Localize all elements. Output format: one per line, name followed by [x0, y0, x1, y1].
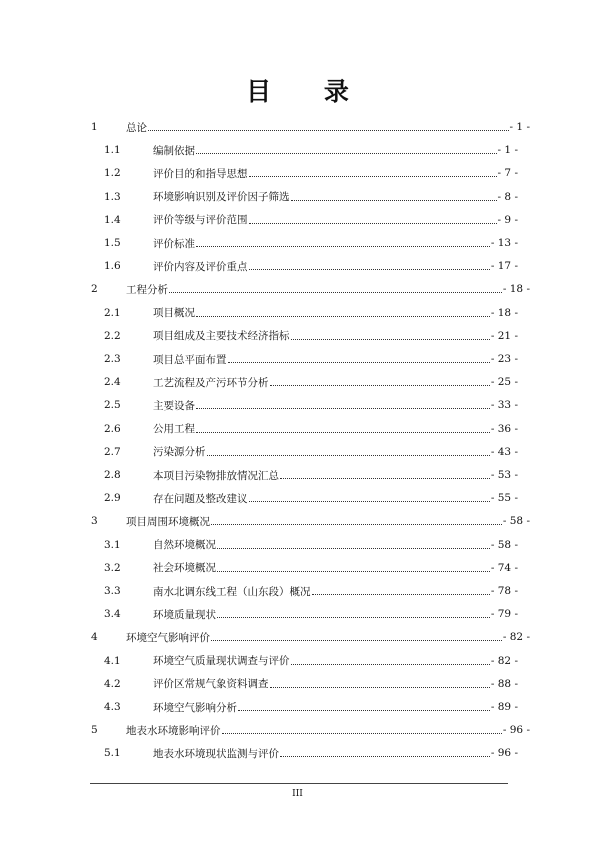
toc-entry-number: 2.8 [104, 469, 121, 481]
toc-entry-label: 存在问题及整改建议 [153, 492, 248, 505]
toc-dot-leader [196, 245, 490, 247]
toc-dot-leader [217, 547, 490, 549]
toc-entry-page: - 79 - [490, 608, 518, 621]
toc-dot-leader [249, 175, 497, 177]
toc-entry-label: 主要设备 [153, 399, 195, 412]
toc-entry-label: 评价目的和指导思想 [153, 167, 248, 180]
toc-entry-number: 4.2 [104, 677, 121, 690]
toc-section-entry[interactable] [104, 444, 518, 460]
toc-chapter-entry[interactable] [91, 513, 530, 529]
toc-entry-page: - 25 - [490, 376, 518, 389]
toc-dot-leader [148, 129, 509, 131]
toc-entry-number: 1.2 [104, 167, 121, 180]
toc-entry-number: 1.4 [104, 213, 121, 226]
page-title: 目 录 [246, 77, 371, 106]
toc-section-entry[interactable] [104, 653, 518, 669]
toc-entry-number: 2.9 [104, 492, 121, 505]
toc-entry-number: 2.6 [104, 422, 121, 435]
toc-dot-leader [291, 338, 490, 340]
toc-entry-number: 2.1 [104, 306, 121, 319]
toc-entry-page: - 58 - [490, 538, 518, 551]
toc-entry-page: - 88 - [490, 677, 518, 690]
toc-dot-leader [291, 199, 497, 201]
toc-dot-leader [222, 732, 502, 734]
toc-entry-label: 工程分析 [126, 283, 168, 296]
toc-entry-number: 3.1 [104, 538, 121, 551]
toc-entry-page: - 13 - [490, 237, 518, 249]
toc-entry-number: 1 [91, 121, 98, 133]
toc-entry-number: 4 [91, 631, 98, 644]
toc-entry-label: 本项目污染物排放情况汇总 [153, 469, 279, 482]
toc-entry-label: 环境空气影响分析 [153, 701, 237, 714]
toc-entry-label: 评价内容及评价重点 [153, 260, 248, 273]
toc-dot-leader [249, 222, 497, 224]
toc-section-entry[interactable] [104, 142, 518, 158]
toc-section-entry[interactable] [104, 374, 518, 390]
toc-entry-page: - 21 - [490, 329, 518, 342]
toc-entry-page: - 9 - [497, 213, 518, 226]
toc-dot-leader [270, 686, 490, 688]
toc-dot-leader [312, 593, 490, 595]
toc-section-entry[interactable] [104, 606, 518, 622]
toc-section-entry[interactable] [104, 583, 518, 599]
toc-entry-number: 3.2 [104, 561, 121, 574]
toc-entry-number: 5.1 [104, 747, 121, 760]
toc-chapter-entry[interactable] [91, 281, 530, 297]
toc-entry-page: - 8 - [497, 190, 518, 203]
toc-entry-page: - 89 - [490, 701, 518, 713]
toc-entry-page: - 78 - [490, 585, 518, 597]
toc-dot-leader [238, 709, 490, 711]
toc-entry-label: 项目总平面布置 [153, 353, 227, 366]
toc-entry-label: 环境空气影响评价 [126, 631, 210, 644]
toc-entry-label: 南水北调东线工程（山东段）概况 [153, 585, 311, 598]
toc-entry-label: 评价等级与评价范围 [153, 214, 248, 227]
toc-entry-number: 4.1 [104, 654, 121, 667]
toc-entry-number: 2.5 [104, 399, 121, 412]
toc-entry-number: 3 [91, 515, 98, 528]
toc-dot-leader [207, 454, 490, 456]
toc-entry-number: 2.4 [104, 376, 121, 389]
toc-dot-leader [217, 570, 490, 572]
toc-entry-label: 项目组成及主要技术经济指标 [153, 330, 290, 343]
toc-entry-page: - 7 - [497, 167, 518, 180]
toc-entry-number: 2 [91, 283, 98, 296]
toc-entry-page: - 33 - [490, 399, 518, 412]
toc-dot-leader [280, 477, 490, 479]
toc-dot-leader [196, 431, 490, 433]
toc-chapter-entry[interactable] [91, 722, 530, 738]
toc-entry-page: - 96 - [490, 747, 518, 760]
toc-entry-page: - 1 - [497, 144, 518, 157]
toc-section-entry[interactable] [104, 165, 518, 181]
toc-dot-leader [196, 152, 497, 154]
toc-entry-number: 2.3 [104, 353, 121, 365]
toc-dot-leader [249, 500, 490, 502]
footer-page-number: III [292, 789, 303, 799]
toc-entry-number: 3.4 [104, 608, 121, 621]
toc-entry-page: - 43 - [490, 445, 518, 458]
toc-entry-page: - 74 - [490, 561, 518, 574]
toc-section-entry[interactable] [104, 305, 518, 321]
toc-entry-label: 社会环境概况 [153, 562, 216, 575]
toc-entry-page: - 18 - [490, 306, 518, 319]
toc-entry-label: 评价标准 [153, 237, 195, 250]
toc-entry-label: 项目概况 [153, 307, 195, 320]
toc-entry-label: 项目周围环境概况 [126, 515, 210, 528]
toc-section-entry[interactable] [104, 467, 518, 483]
toc-section-entry[interactable] [104, 490, 518, 506]
toc-chapter-entry[interactable] [91, 119, 530, 135]
toc-entry-page: - 18 - [502, 283, 530, 296]
footer-divider [90, 783, 508, 784]
toc-entry-label: 环境空气质量现状调查与评价 [153, 655, 290, 668]
toc-dot-leader [291, 663, 490, 665]
toc-entry-label: 编制依据 [153, 144, 195, 157]
toc-entry-label: 工艺流程及产污环节分析 [153, 376, 269, 389]
toc-entry-number: 1.5 [104, 237, 121, 249]
toc-dot-leader [217, 616, 490, 618]
toc-entry-number: 1.1 [104, 144, 121, 157]
toc-section-entry[interactable] [104, 537, 518, 553]
toc-section-entry[interactable] [104, 351, 518, 367]
toc-entry-page: - 55 - [490, 492, 518, 505]
toc-dot-leader [211, 523, 502, 525]
toc-chapter-entry[interactable] [91, 629, 530, 645]
toc-section-entry[interactable] [104, 189, 518, 205]
toc-entry-label: 污染源分析 [153, 446, 206, 459]
toc-entry-number: 5 [91, 724, 98, 737]
toc-section-entry[interactable] [104, 328, 518, 344]
toc-dot-leader [169, 291, 502, 293]
toc-section-entry[interactable] [104, 258, 518, 274]
toc-dot-leader [228, 361, 490, 363]
toc-section-entry[interactable] [104, 560, 518, 576]
toc-dot-leader [280, 755, 490, 757]
toc-entry-number: 4.3 [104, 701, 121, 713]
toc-dot-leader [249, 268, 490, 270]
toc-entry-label: 公用工程 [153, 423, 195, 436]
toc-dot-leader [270, 384, 490, 386]
toc-section-entry[interactable] [104, 421, 518, 437]
toc-entry-label: 环境质量现状 [153, 608, 216, 621]
toc-entry-label: 自然环境概况 [153, 539, 216, 552]
toc-entry-page: - 82 - [502, 631, 530, 644]
toc-entry-number: 2.2 [104, 329, 121, 342]
toc-section-entry[interactable] [104, 235, 518, 251]
toc-entry-number: 2.7 [104, 445, 121, 458]
toc-entry-page: - 58 - [502, 515, 530, 528]
toc-entry-label: 地表水环境影响评价 [126, 724, 221, 737]
toc-entry-number: 1.3 [104, 190, 121, 203]
toc-entry-page: - 53 - [490, 469, 518, 481]
toc-entry-page: - 23 - [490, 353, 518, 365]
toc-entry-number: 1.6 [104, 260, 121, 273]
toc-entry-page: - 36 - [490, 422, 518, 435]
toc-entry-label: 评价区常规气象资料调查 [153, 678, 269, 691]
toc-entry-page: - 17 - [490, 260, 518, 273]
toc-section-entry[interactable] [104, 745, 518, 761]
toc-entry-number: 3.3 [104, 585, 121, 597]
toc-section-entry[interactable] [104, 212, 518, 228]
toc-section-entry[interactable] [104, 397, 518, 413]
toc-section-entry[interactable] [104, 676, 518, 692]
toc-entry-label: 地表水环境现状监测与评价 [153, 747, 279, 760]
toc-dot-leader [196, 315, 490, 317]
toc-entry-label: 总论 [126, 121, 147, 134]
toc-dot-leader [196, 407, 490, 409]
toc-section-entry[interactable] [104, 699, 518, 715]
toc-entry-page: - 1 - [509, 121, 530, 133]
toc-entry-label: 环境影响识别及评价因子筛选 [153, 191, 290, 204]
toc-entry-page: - 96 - [502, 724, 530, 737]
toc-entry-page: - 82 - [490, 654, 518, 667]
toc-dot-leader [211, 639, 502, 641]
